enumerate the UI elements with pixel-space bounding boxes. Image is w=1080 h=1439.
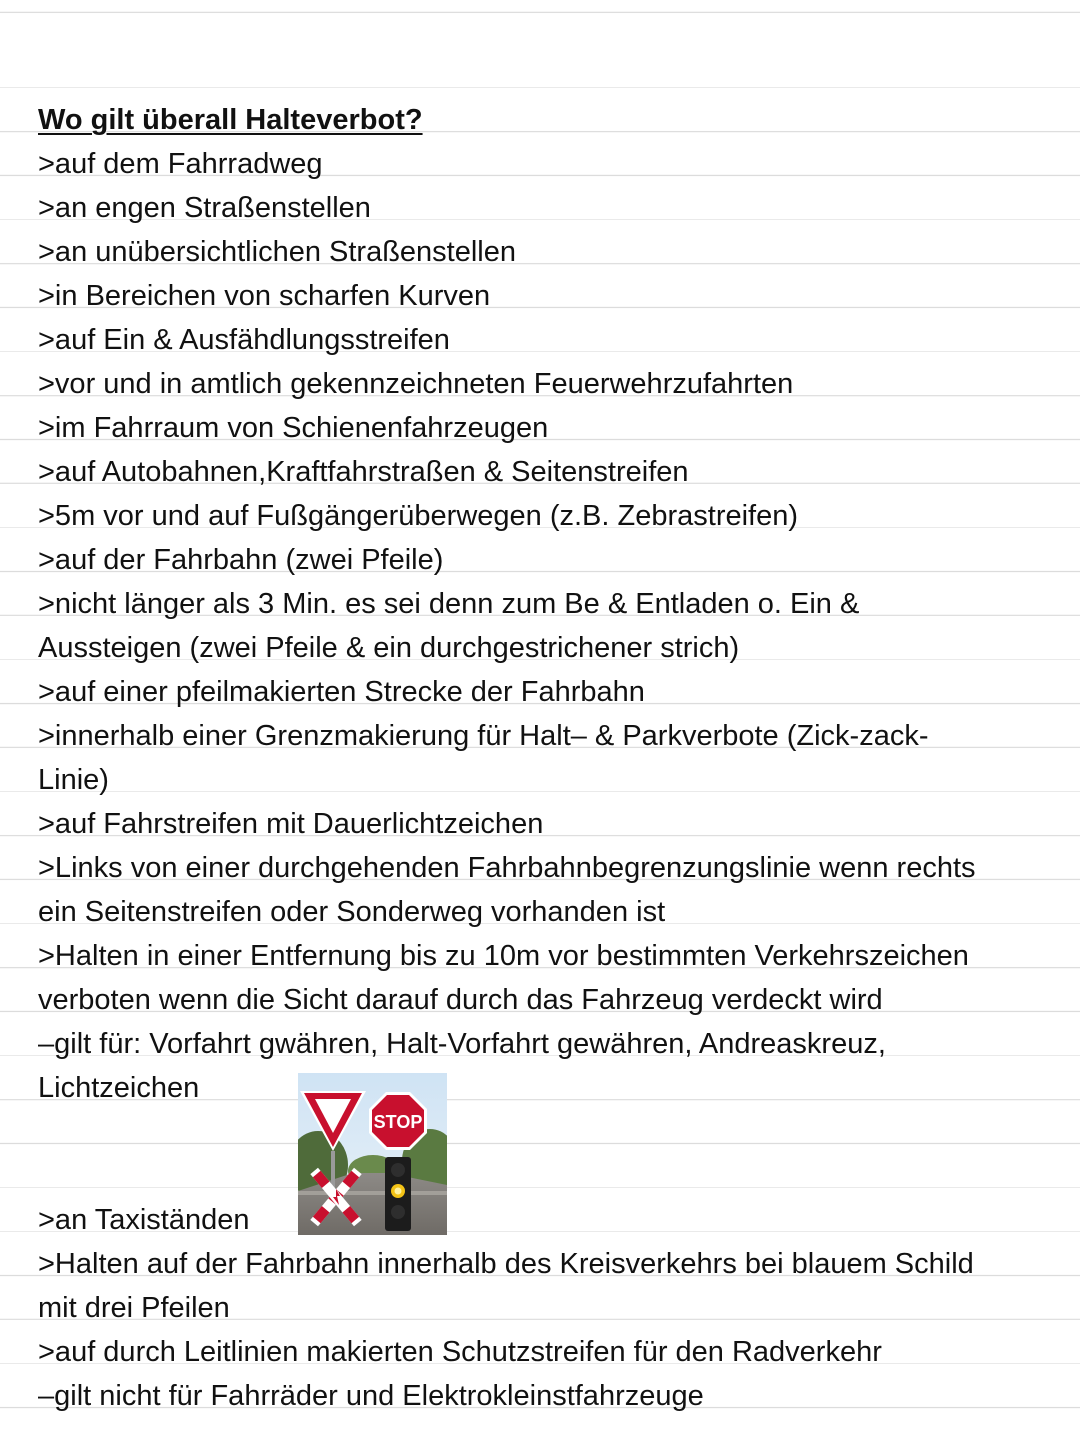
stop-sign-icon [369,1092,427,1150]
text-line: >auf durch Leitlinien makierten Schutzstreifen für den Radverkehr [38,1336,882,1368]
svg-text:STOP: STOP [373,1112,423,1132]
text-line: Lichtzeichen [38,1072,200,1104]
text-line: >an unübersichtlichen Straßenstellen [38,236,516,268]
text-line: >nicht länger als 3 Min. es sei denn zum Be & Entladen o. Ein & [38,588,860,620]
note-page [38,98,1058,1418]
text-line: >an engen Straßenstellen [38,192,371,224]
text-line: >im Fahrraum von Schienenfahrzeugen [38,412,549,444]
image-spacer [38,1110,1058,1198]
text-line: >vor und in amtlich gekennzeichneten Feuerwehrzufahrten [38,368,794,400]
traffic-signs-image [298,1073,447,1235]
traffic-light-icon [385,1157,411,1231]
text-line: Linie) [38,764,109,796]
text-line: –gilt für: Vorfahrt gwähren, Halt-Vorfahrt gewähren, Andreaskreuz, [38,1028,886,1060]
page-title: Wo gilt überall Halteverbot? [38,104,423,136]
text-line: >innerhalb einer Grenzmakierung für Halt– & Parkverbote (Zick-zack- [38,720,929,752]
text-line: ein Seitenstreifen oder Sonderweg vorhanden ist [38,896,666,928]
text-line: >Halten auf der Fahrbahn innerhalb des Kreisverkehrs bei blauem Schild [38,1248,974,1280]
text-line: >auf der Fahrbahn (zwei Pfeile) [38,544,444,576]
text-line: >auf einer pfeilmakierten Strecke der Fahrbahn [38,676,645,708]
text-line: >5m vor und auf Fußgängerüberwegen (z.B. Zebrastreifen) [38,500,799,532]
text-line: verboten wenn die Sicht darauf durch das Fahrzeug verdeckt wird [38,984,883,1016]
text-line: mit drei Pfeilen [38,1292,230,1324]
text-line: >Halten in einer Entfernung bis zu 10m vor bestimmten Verkehrszeichen [38,940,969,972]
text-line: >in Bereichen von scharfen Kurven [38,280,491,312]
text-line: >an Taxiständen [38,1204,250,1236]
text-line: >Links von einer durchgehenden Fahrbahnbegrenzungslinie wenn rechts [38,852,976,884]
text-line: –gilt nicht für Fahrräder und Elektrokleinstfahrzeuge [38,1380,704,1412]
text-line: >auf Fahrstreifen mit Dauerlichtzeichen [38,808,544,840]
text-line: >auf dem Fahrradweg [38,148,323,180]
text-line: >auf Ein & Ausfähdlungsstreifen [38,324,450,356]
text-line: >auf Autobahnen,Kraftfahrstraßen & Seitenstreifen [38,456,689,488]
text-line: Aussteigen (zwei Pfeile & ein durchgestrichener strich) [38,632,740,664]
